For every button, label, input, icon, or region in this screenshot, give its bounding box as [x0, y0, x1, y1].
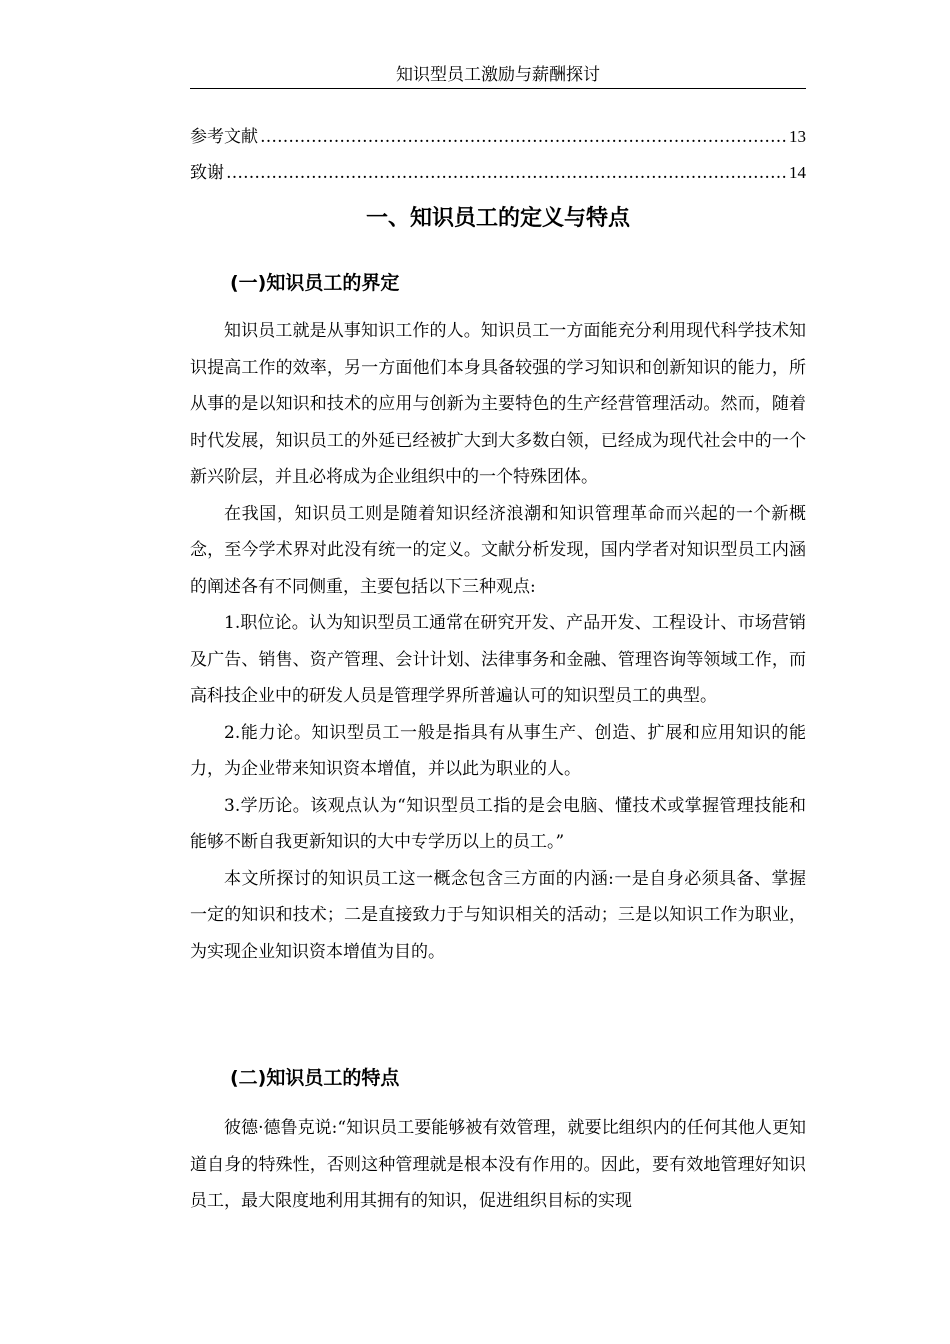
- toc-label: 参考文献: [190, 127, 258, 147]
- subsection-body-definition: [190, 313, 806, 970]
- toc-page-number: 13: [789, 127, 806, 146]
- paragraph: 知识员工就是从事知识工作的人。知识员工一方面能充分利用现代科学技术知识提高工作的效率，另一方面他们本身具备较强的学习知识和创新知识的能力，所从事的是以知识和技术的应用与创新为主要特色的生产经营管理活动。然而，随着时代发展，知识员工的外延已经被扩大到大多数白领，已经成为现代社会中的一个新兴阶层，并且必将成为企业组织中的一个特殊团体。: [190, 321, 806, 487]
- toc-leader-dots: [226, 160, 787, 186]
- toc-entry-acknowledgements[interactable]: [190, 160, 806, 186]
- subsection-heading-characteristics: (二)知识员工的特点: [230, 1067, 400, 1089]
- subsection-body-characteristics: [190, 1110, 806, 1220]
- toc-label: 致谢: [190, 163, 224, 183]
- running-header: 知识型员工激励与薪酬探讨: [190, 62, 806, 89]
- subsection-heading-definition: (一)知识员工的界定: [230, 272, 400, 294]
- paragraph: 3.学历论。该观点认为“知识型员工指的是会电脑、懂技术或掌握管理技能和能够不断自我更新知识的大中专学历以上的员工。”: [190, 795, 806, 852]
- section-heading: 一、知识员工的定义与特点: [365, 206, 630, 231]
- toc-page-number: 14: [789, 163, 806, 182]
- paragraph: 彼德·德鲁克说:“知识员工要能够被有效管理，就要比组织内的任何其他人更知道自身的特殊性，否则这种管理就是根本没有作用的。因此，要有效地管理好知识员工，最大限度地利用其拥有的知识，促进组织目标的实现: [190, 1118, 806, 1211]
- paragraph: 本文所探讨的知识员工这一概念包含三方面的内涵:一是自身必须具备、掌握一定的知识和技术；二是直接致力于与知识相关的活动；三是以知识工作为职业，为实现企业知识资本增值为目的。: [190, 868, 806, 962]
- paragraph: 在我国，知识员工则是随着知识经济浪潮和知识管理革命而兴起的一个新概念，至今学术界对此没有统一的定义。文献分析发现，国内学者对知识型员工内涵的阐述各有不同侧重，主要包括以下三种观点:: [190, 503, 806, 597]
- paragraph: 1.职位论。认为知识型员工通常在研究开发、产品开发、工程设计、市场营销及广告、销售、资产管理、会计计划、法律事务和金融、管理咨询等领域工作，而高科技企业中的研发人员是管理学界所普遍认可的知识型员工的典型。: [190, 613, 806, 706]
- toc-leader-dots: [260, 124, 787, 150]
- toc-entry-references[interactable]: [190, 124, 806, 150]
- paragraph: 2.能力论。知识型员工一般是指具有从事生产、创造、扩展和应用知识的能力，为企业带来知识资本增值，并以此为职业的人。: [190, 722, 806, 779]
